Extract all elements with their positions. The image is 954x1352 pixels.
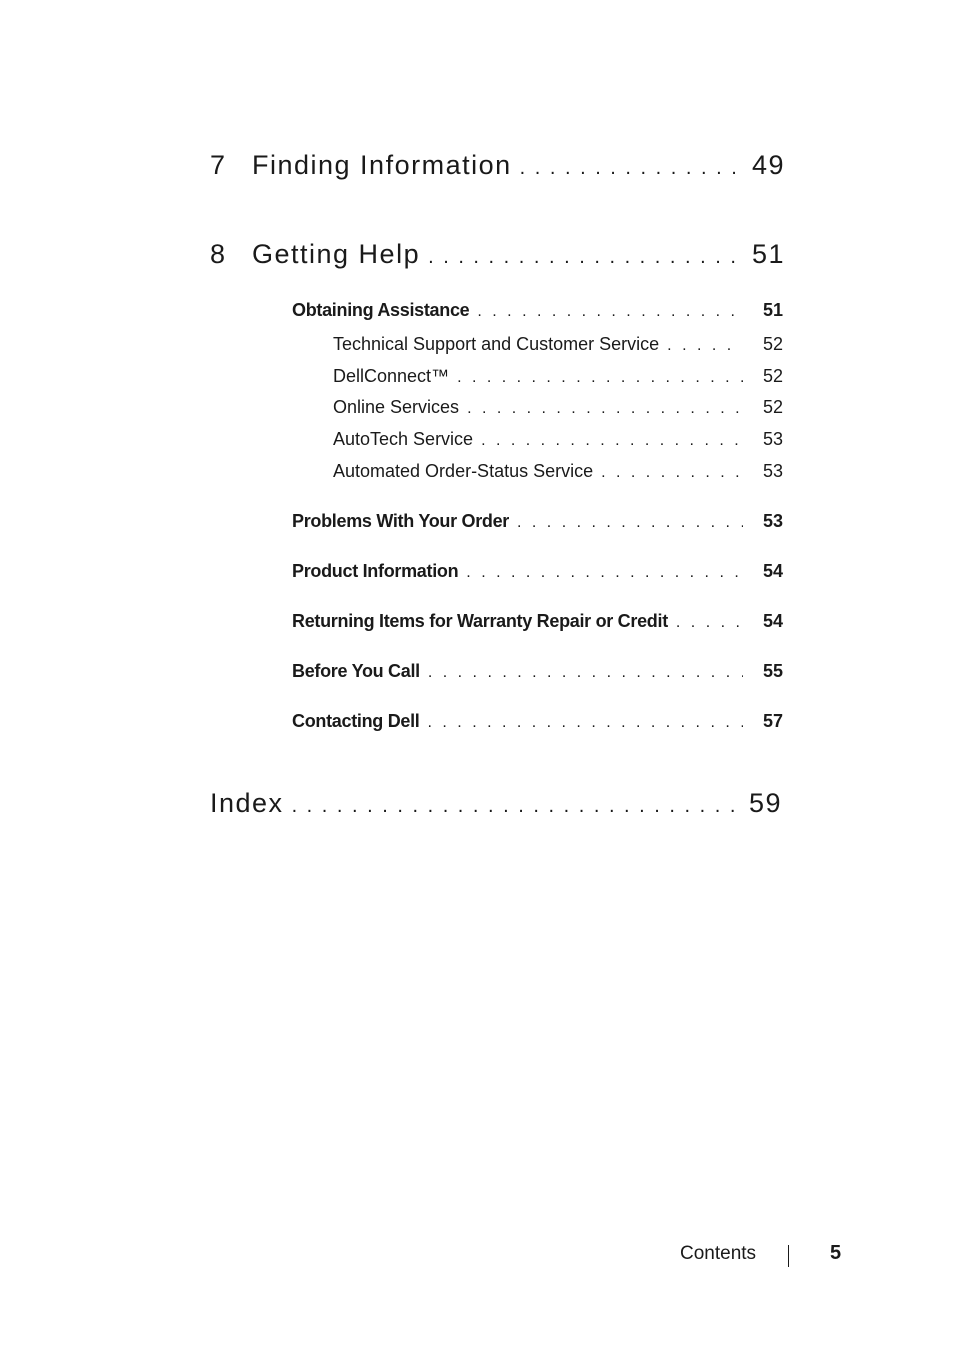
chapter-number: 7 [210, 150, 227, 180]
toc-section-before-you-call[interactable] [292, 661, 783, 687]
section-title: Before You Call [292, 661, 420, 681]
subsection-title: DellConnect™ [333, 366, 450, 386]
chapter-page-number: 51 [752, 239, 786, 269]
toc-section-problems-with-order[interactable] [292, 511, 783, 537]
footer-separator [788, 1245, 789, 1267]
dot-leader [466, 564, 743, 582]
toc-section-product-information[interactable] [292, 561, 783, 587]
subsection-title: AutoTech Service [333, 429, 474, 449]
section-title: Returning Items for Warranty Repair or Credit [292, 611, 668, 631]
toc-subsection-automated-order-status[interactable] [333, 461, 783, 487]
chapter-title: Getting Help [252, 239, 421, 269]
subsection-page-number: 52 [763, 397, 784, 417]
toc-section-returning-items[interactable] [292, 611, 783, 637]
section-title: Product Information [292, 561, 459, 581]
section-page-number: 51 [763, 300, 784, 320]
section-page-number: 54 [763, 611, 784, 631]
dot-leader [477, 303, 743, 321]
section-title: Obtaining Assistance [292, 300, 470, 320]
dot-leader [428, 246, 744, 269]
toc-subsection-technical-support[interactable] [333, 334, 783, 360]
subsection-title: Online Services [333, 397, 460, 417]
subsection-page-number: 53 [763, 461, 784, 481]
section-title: Problems With Your Order [292, 511, 510, 531]
subsection-page-number: 53 [763, 429, 784, 449]
dot-leader [601, 464, 743, 482]
dot-leader [467, 400, 743, 418]
dot-leader [667, 337, 743, 355]
index-title: Index [210, 788, 284, 818]
subsection-page-number: 52 [763, 366, 784, 386]
dot-leader [481, 432, 743, 450]
dot-leader [517, 514, 743, 532]
section-page-number: 55 [763, 661, 784, 681]
toc-subsection-autotech-service[interactable] [333, 429, 783, 455]
page-footer [680, 1240, 845, 1270]
chapter-page-number: 49 [752, 150, 786, 180]
toc-index[interactable] [210, 788, 782, 828]
toc-section-obtaining-assistance[interactable] [292, 300, 783, 326]
footer-label: Contents [680, 1243, 757, 1264]
footer-page-number: 5 [830, 1242, 842, 1264]
section-title: Contacting Dell [292, 711, 420, 731]
subsection-title: Automated Order-Status Service [333, 461, 594, 481]
dot-leader [457, 369, 743, 387]
dot-leader [676, 614, 743, 632]
chapter-number: 8 [210, 239, 227, 269]
index-page-number: 59 [748, 788, 782, 818]
section-page-number: 57 [763, 711, 784, 731]
toc-subsection-dellconnect[interactable] [333, 366, 783, 392]
dot-leader [428, 664, 743, 682]
chapter-title: Finding Information [252, 150, 512, 180]
toc-subsection-online-services[interactable] [333, 397, 783, 423]
toc-section-contacting-dell[interactable] [292, 711, 783, 737]
section-page-number: 54 [763, 561, 784, 581]
toc-chapter-8[interactable] [210, 239, 786, 279]
dot-leader [520, 157, 744, 180]
dot-leader [292, 795, 741, 818]
dot-leader [428, 714, 743, 732]
section-page-number: 53 [763, 511, 784, 531]
subsection-page-number: 52 [763, 334, 784, 354]
toc-chapter-7[interactable] [210, 150, 786, 190]
subsection-title: Technical Support and Customer Service [333, 334, 660, 354]
